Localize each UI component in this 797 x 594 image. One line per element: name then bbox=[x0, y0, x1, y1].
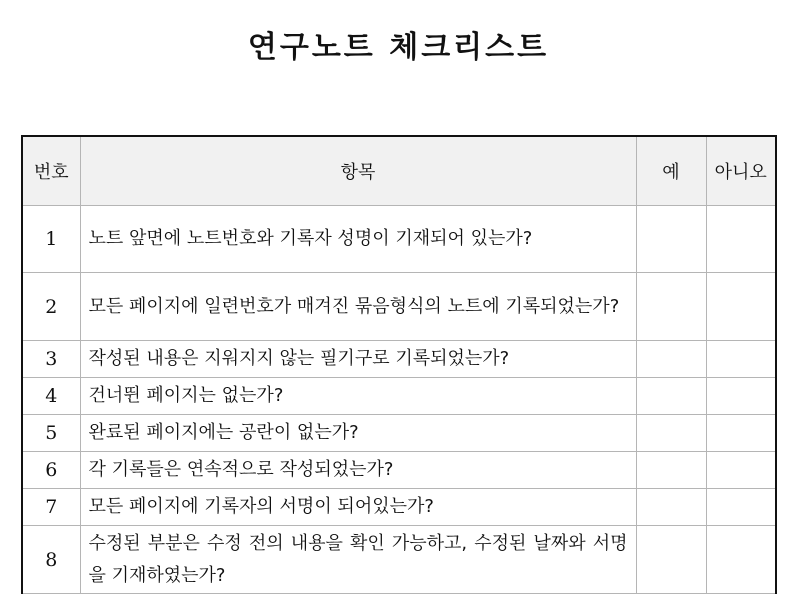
yes-check-cell[interactable] bbox=[636, 378, 706, 415]
table-row bbox=[22, 273, 776, 341]
table-row bbox=[22, 452, 776, 489]
row-number: 3 bbox=[22, 341, 80, 378]
row-item: 모든 페이지에 일련번호가 매겨진 묶음형식의 노트에 기록되었는가? bbox=[80, 273, 636, 341]
yes-check-cell[interactable] bbox=[636, 489, 706, 526]
no-check-cell[interactable] bbox=[706, 489, 776, 526]
table-row bbox=[22, 206, 776, 273]
yes-check-cell[interactable] bbox=[636, 273, 706, 341]
row-number: 7 bbox=[22, 489, 80, 526]
no-check-cell[interactable] bbox=[706, 378, 776, 415]
checklist-table-container bbox=[21, 135, 777, 594]
header-no: 아니오 bbox=[706, 136, 776, 206]
no-check-cell[interactable] bbox=[706, 341, 776, 378]
yes-check-cell[interactable] bbox=[636, 526, 706, 594]
yes-check-cell[interactable] bbox=[636, 341, 706, 378]
row-number: 2 bbox=[22, 273, 80, 341]
no-check-cell[interactable] bbox=[706, 273, 776, 341]
table-header-row bbox=[22, 136, 776, 206]
no-check-cell[interactable] bbox=[706, 415, 776, 452]
no-check-cell[interactable] bbox=[706, 452, 776, 489]
table-row bbox=[22, 415, 776, 452]
row-item: 노트 앞면에 노트번호와 기록자 성명이 기재되어 있는가? bbox=[80, 206, 636, 273]
yes-check-cell[interactable] bbox=[636, 452, 706, 489]
no-check-cell[interactable] bbox=[706, 206, 776, 273]
table-row bbox=[22, 526, 776, 594]
row-item: 작성된 내용은 지워지지 않는 필기구로 기록되었는가? bbox=[80, 341, 636, 378]
header-number: 번호 bbox=[22, 136, 80, 206]
row-item: 각 기록들은 연속적으로 작성되었는가? bbox=[80, 452, 636, 489]
yes-check-cell[interactable] bbox=[636, 206, 706, 273]
header-item: 항목 bbox=[80, 136, 636, 206]
checklist-table bbox=[21, 135, 777, 594]
row-item: 건너뛴 페이지는 없는가? bbox=[80, 378, 636, 415]
table-row bbox=[22, 341, 776, 378]
row-number: 5 bbox=[22, 415, 80, 452]
row-item: 완료된 페이지에는 공란이 없는가? bbox=[80, 415, 636, 452]
yes-check-cell[interactable] bbox=[636, 415, 706, 452]
row-item: 모든 페이지에 기록자의 서명이 되어있는가? bbox=[80, 489, 636, 526]
row-number: 6 bbox=[22, 452, 80, 489]
header-yes: 예 bbox=[636, 136, 706, 206]
row-number: 4 bbox=[22, 378, 80, 415]
row-number: 1 bbox=[22, 206, 80, 273]
row-number: 8 bbox=[22, 526, 80, 594]
row-item: 수정된 부분은 수정 전의 내용을 확인 가능하고, 수정된 날짜와 서명을 기재하였는가? bbox=[80, 526, 636, 594]
page-title: 연구노트 체크리스트 bbox=[247, 30, 550, 65]
table-row bbox=[22, 378, 776, 415]
no-check-cell[interactable] bbox=[706, 526, 776, 594]
table-row bbox=[22, 489, 776, 526]
